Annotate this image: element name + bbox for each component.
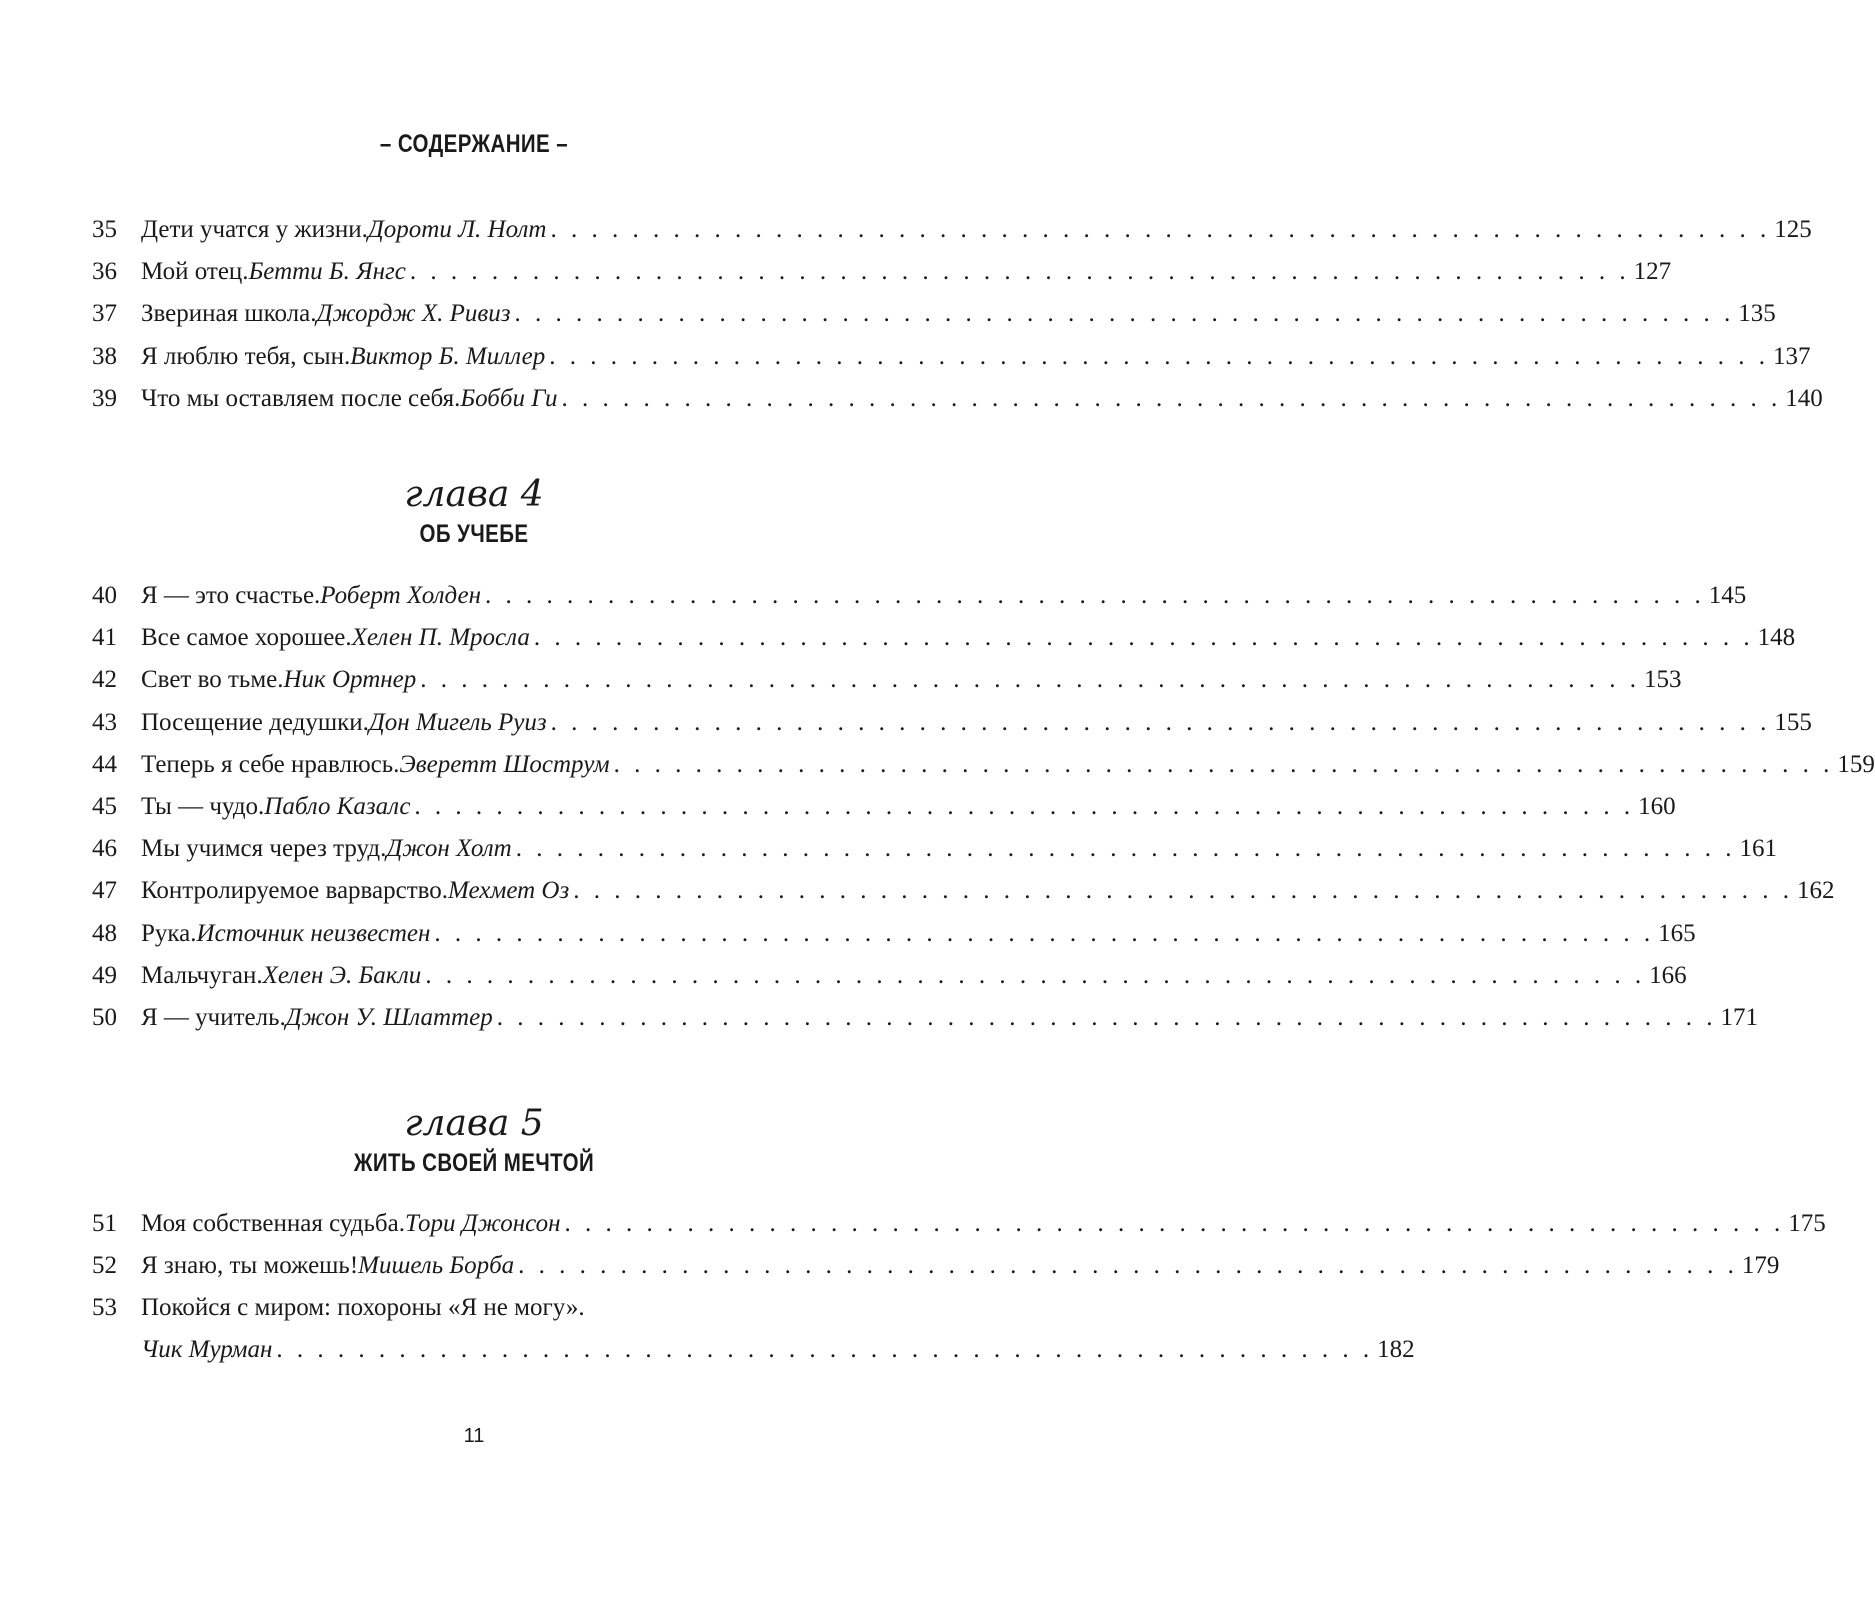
- entry-number: 46: [92, 835, 117, 863]
- entry-title: Я знаю, ты можешь!: [141, 1252, 359, 1280]
- entry-number: 42: [92, 666, 117, 694]
- toc-entry[interactable]: [0, 955, 1687, 997]
- entry-page: 182: [1377, 1336, 1415, 1364]
- entry-title: Моя собственная судьба.: [141, 1210, 405, 1237]
- entry-number: 36: [92, 258, 117, 286]
- entry-title: Мой отец.: [141, 258, 249, 286]
- dot-leader: . . . . . . . . . . . . . . . . . . . . . . . . . . . . . . . . . . . . . . . . . . . . . . . . . . . . . . . . . . . .: [496, 1003, 1717, 1031]
- entry-title: Все самое хорошее.: [141, 624, 352, 652]
- toc-list: [0, 209, 1823, 420]
- entry-title: Звериная школа.: [141, 300, 317, 328]
- toc-list: [0, 575, 1875, 1039]
- toc-entry[interactable]: [0, 786, 1676, 828]
- dot-leader: . . . . . . . . . . . . . . . . . . . . . . . . . . . . . . . . . . . . . . . . . . . . . . . . . . . . . . . . . . . .: [561, 384, 1782, 412]
- dot-leader: . . . . . . . . . . . . . . . . . . . . . . . . . . . . . . . . . . . . . . . . . . . . . . . . . . . . . . . . . . . .: [414, 792, 1635, 820]
- entry-author: Мехмет Оз: [448, 877, 570, 905]
- toc-entry[interactable]: [0, 913, 1696, 955]
- toc-entry[interactable]: [0, 209, 1812, 251]
- toc-entry[interactable]: [0, 378, 1823, 420]
- entry-page: 179: [1741, 1252, 1780, 1280]
- entry-author: Хелен Э. Бакли: [262, 961, 422, 989]
- entry-number: 40: [92, 582, 117, 609]
- toc-entry[interactable]: [0, 702, 1812, 744]
- chapter-label: глава 4: [404, 474, 544, 515]
- entry-page: 162: [1796, 877, 1835, 905]
- entry-page: 161: [1739, 835, 1777, 863]
- dot-leader: . . . . . . . . . . . . . . . . . . . . . . . . . . . . . . . . . . . . . . . . . . . . . . . . . . . . . . . . . . . .: [533, 624, 1754, 652]
- toc-entry[interactable]: [0, 251, 1672, 293]
- entry-number: 38: [92, 342, 117, 370]
- entry-author: Тори Джонсон: [404, 1210, 561, 1237]
- entry-number: 48: [92, 919, 117, 947]
- dot-leader: . . . . . . . . . . . . . . . . . . . . . . . . . . . . . . . . . . . . . . . . . . . . . . . . . . . . . . . . . . . .: [434, 919, 1655, 947]
- toc-section-chapter-3-continued: [0, 209, 1823, 420]
- entry-author: Чик Мурман: [141, 1336, 273, 1364]
- entry-title: Покойся с миром: похороны «Я не могу».: [141, 1294, 585, 1322]
- toc-entry[interactable]: [0, 1287, 1415, 1371]
- dot-leader: . . . . . . . . . . . . . . . . . . . . . . . . . . . . . . . . . . . . . . . . . . . . . . . . . . . . . . . . . . . .: [550, 708, 1771, 736]
- entry-page: 125: [1774, 216, 1812, 243]
- dot-leader: . . . . . . . . . . . . . . . . . . . . . . . . . . . . . . . . . . . . . . . . . . . . . . . . . . . . . . . . . . . .: [573, 877, 1793, 905]
- entry-number: 35: [92, 216, 117, 243]
- toc-entry[interactable]: [0, 659, 1682, 701]
- entry-page: 127: [1633, 258, 1672, 286]
- dot-leader: . . . . . . . . . . . . . . . . . . . . . . . . . . . . . . . . . . . . . . . . . . . . . . . . . . . . . .: [276, 1336, 1374, 1364]
- entry-number: 50: [92, 1003, 117, 1031]
- entry-title: Контролируемое варварство.: [141, 877, 449, 905]
- entry-title: Мы учимся через труд.: [141, 835, 387, 863]
- page-header: – СОДЕРЖАНИЕ –: [379, 130, 569, 158]
- entry-author: Пабло Казалс: [264, 792, 411, 820]
- entry-page: 159: [1837, 750, 1875, 778]
- entry-title: Я люблю тебя, сын.: [141, 342, 351, 370]
- dot-leader: . . . . . . . . . . . . . . . . . . . . . . . . . . . . . . . . . . . . . . . . . . . . . . . . . . . . . . . . . . . .: [515, 835, 1736, 863]
- entry-author: Джон Холт: [386, 835, 512, 863]
- entry-page: 160: [1638, 792, 1676, 820]
- entry-title: Посещение дедушки.: [141, 708, 369, 736]
- entry-page: 148: [1757, 624, 1796, 652]
- toc-entry[interactable]: [0, 336, 1811, 378]
- entry-number: 51: [92, 1210, 117, 1237]
- entry-page: 153: [1644, 666, 1682, 694]
- toc-entry[interactable]: [0, 828, 1777, 870]
- chapter-title: ОБ УЧЕБЕ: [419, 520, 529, 548]
- entry-page: 145: [1708, 582, 1747, 609]
- entry-author: Мишель Борба: [358, 1252, 515, 1280]
- toc-entry[interactable]: [0, 744, 1875, 786]
- toc-entry[interactable]: [0, 617, 1796, 659]
- entry-title: Свет во тьме.: [141, 666, 284, 694]
- toc-section-chapter-5: [0, 1102, 1826, 1371]
- entry-page: 137: [1773, 342, 1811, 370]
- entry-title: Рука.: [141, 919, 197, 947]
- toc-entry[interactable]: [0, 997, 1758, 1039]
- chapter-title: ЖИТЬ СВОЕЙ МЕЧТОЙ: [353, 1149, 595, 1177]
- chapter-label: глава 5: [404, 1103, 544, 1144]
- entry-author: Источник неизвестен: [196, 919, 431, 947]
- entry-page: 155: [1774, 708, 1812, 736]
- entry-title: Я — учитель.: [141, 1003, 286, 1031]
- entry-title: Я — это счастье.: [141, 582, 321, 609]
- entry-number: 39: [92, 384, 117, 412]
- entry-number: 43: [92, 708, 117, 736]
- dot-leader: . . . . . . . . . . . . . . . . . . . . . . . . . . . . . . . . . . . . . . . . . . . . . . . . . . . . . . . . . . . .: [409, 258, 1630, 286]
- entry-number: 49: [92, 961, 117, 989]
- entry-page: 165: [1658, 919, 1696, 947]
- entry-number: 47: [92, 877, 117, 905]
- toc-entry[interactable]: [0, 1245, 1780, 1287]
- dot-leader: . . . . . . . . . . . . . . . . . . . . . . . . . . . . . . . . . . . . . . . . . . . . . . . . . . . . . . . . . . . .: [613, 750, 1834, 778]
- entry-title: Что мы оставляем после себя.: [141, 384, 461, 412]
- toc-list: [0, 1203, 1826, 1287]
- entry-author: Эверетт Шострум: [399, 750, 610, 778]
- dot-leader: . . . . . . . . . . . . . . . . . . . . . . . . . . . . . . . . . . . . . . . . . . . . . . . . . . . . . . . . . . . .: [550, 216, 1771, 243]
- entry-author: Роберт Холден: [320, 582, 481, 609]
- entry-page: 166: [1649, 961, 1687, 989]
- entry-author: Дороти Л. Нолт: [367, 216, 547, 243]
- page-number: 11: [463, 1425, 485, 1447]
- entry-page: 135: [1738, 300, 1776, 328]
- entry-page: 140: [1785, 384, 1823, 412]
- entry-author: Джон У. Шлаттер: [285, 1003, 493, 1031]
- entry-author: Дон Мигель Руиз: [368, 708, 547, 736]
- entry-author: Бетти Б. Янгс: [248, 258, 406, 286]
- entry-page: 171: [1720, 1003, 1758, 1031]
- entry-number: 44: [92, 750, 117, 778]
- entry-author: Виктор Б. Миллер: [350, 342, 546, 370]
- dot-leader: . . . . . . . . . . . . . . . . . . . . . . . . . . . . . . . . . . . . . . . . . . . . . . . . . . . . . . . . . . . .: [425, 961, 1646, 989]
- entry-title: Теперь я себе нравлюсь.: [141, 750, 400, 778]
- dot-leader: . . . . . . . . . . . . . . . . . . . . . . . . . . . . . . . . . . . . . . . . . . . . . . . . . . . . . . . . . . . .: [549, 342, 1770, 370]
- entry-number: 37: [92, 300, 117, 328]
- entry-number: 53: [92, 1294, 117, 1322]
- dot-leader: . . . . . . . . . . . . . . . . . . . . . . . . . . . . . . . . . . . . . . . . . . . . . . . . . . . . . . . . . . . .: [514, 300, 1735, 328]
- entry-number: 45: [92, 792, 117, 820]
- toc-entry[interactable]: [0, 1203, 1826, 1245]
- entry-author: Ник Ортнер: [283, 666, 417, 694]
- toc-entry[interactable]: [0, 870, 1835, 912]
- entry-title: Дети учатся у жизни.: [141, 216, 368, 243]
- entry-title: Мальчуган.: [141, 961, 263, 989]
- toc-entry[interactable]: [0, 575, 1747, 617]
- dot-leader: . . . . . . . . . . . . . . . . . . . . . . . . . . . . . . . . . . . . . . . . . . . . . . . . . . . . . . . . . . . .: [518, 1252, 1738, 1280]
- dot-leader: . . . . . . . . . . . . . . . . . . . . . . . . . . . . . . . . . . . . . . . . . . . . . . . . . . . . . . . . . . . .: [564, 1210, 1785, 1237]
- dot-leader: . . . . . . . . . . . . . . . . . . . . . . . . . . . . . . . . . . . . . . . . . . . . . . . . . . . . . . . . . . . .: [420, 666, 1641, 694]
- entry-author: Бобби Ги: [460, 384, 558, 412]
- entry-page: 175: [1788, 1210, 1826, 1237]
- toc-entry[interactable]: [0, 293, 1776, 335]
- toc-section-chapter-4: [0, 473, 1875, 1039]
- entry-number: 52: [92, 1252, 117, 1280]
- entry-author: Хелен П. Мросла: [351, 624, 530, 652]
- dot-leader: . . . . . . . . . . . . . . . . . . . . . . . . . . . . . . . . . . . . . . . . . . . . . . . . . . . . . . . . . . . .: [484, 582, 1705, 609]
- entry-title: Ты — чудо.: [141, 792, 265, 820]
- entry-author: Джордж Х. Ривиз: [316, 300, 511, 328]
- entry-number: 41: [92, 624, 117, 652]
